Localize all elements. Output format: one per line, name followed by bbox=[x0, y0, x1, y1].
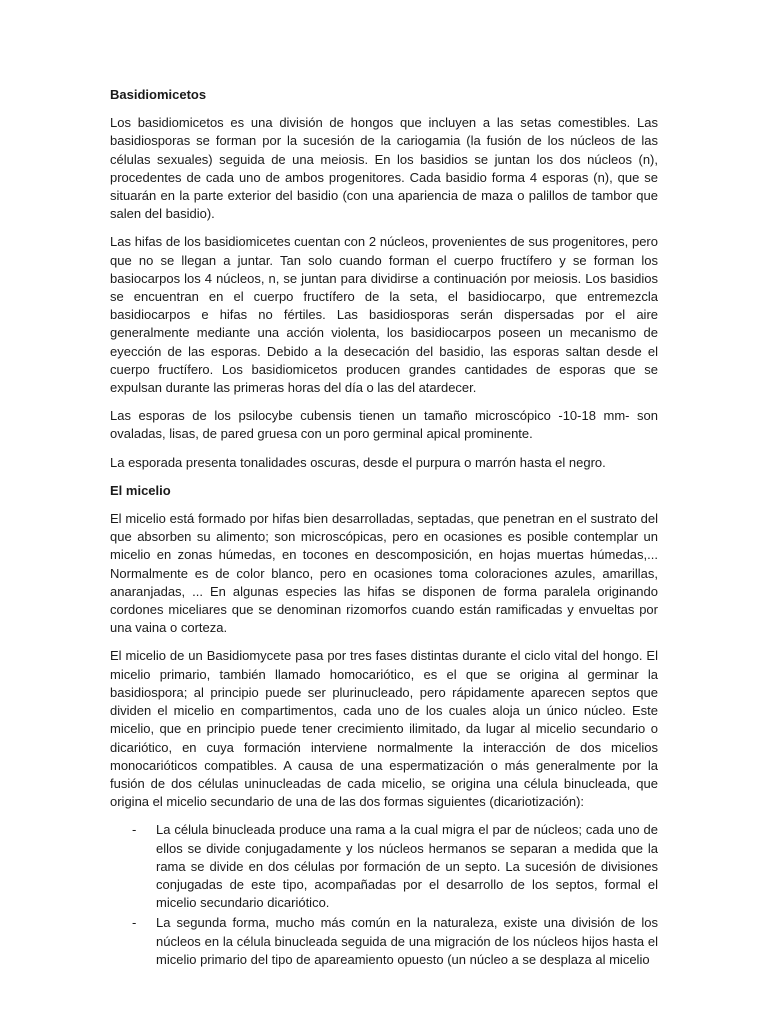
list-item bbox=[110, 821, 658, 912]
section-basidiomicetos bbox=[110, 86, 658, 472]
paragraph: Los basidiomicetos es una división de hongos que incluyen a las setas comestibles. Las basidiosporas se forman por la sucesión de la cariogamia (la fusión de los núcleos de las células sexuales) seguida de una meiosis. En los basidios se juntan los dos núcleos (n), procedentes de cada uno de ambos progenitores. Cada basidio forma 4 esporas (n), que se situarán en la parte exterior del basidio (con una apariencia de maza o palillos de tambor que salen del basidio). bbox=[110, 115, 658, 222]
paragraph: La esporada presenta tonalidades oscuras, desde el purpura o marrón hasta el negro. bbox=[110, 454, 606, 470]
list-item-text: La célula binucleada produce una rama a la cual migra el par de núcleos; cada uno de ellos se divide conjugadamente y los núcleos hermanos se separan a medida que la rama se divide en dos células por formación de un septo. La sucesión de divisiones conjugadas de este tipo, acompañadas por el desarrollo de los septos, formal el micelio secundario dicariótico. bbox=[156, 822, 658, 911]
dash-list bbox=[110, 821, 658, 969]
list-bullet: - bbox=[132, 915, 137, 931]
paragraph: Las hifas de los basidiomicetes cuentan con 2 núcleos, provenientes de sus progenitores, pero que no se llegan a juntar. Tan solo cuando forman el cuerpo fructífero y se forman los basiocarpos los 4 núcleos, n, se juntan para dividirse a continuación por meiosis. Los basidios se encuentran en el cuerpo fructífero de la seta, el basidiocarpo, que entremezcla basidiocarpos e hifas no fértiles. Las basidiosporas serán dispersadas por el aire generalmente mediante una acción violenta, los basidiocarpos poseen un mecanismo de eyección de las esporas. Debido a la desecación del basidio, las esporas saltan desde el cuerpo fructífero. Los basidiomicetos producen grandes cantidades de esporas que se expulsan durante las primeras horas del día o las del atardecer. bbox=[110, 234, 658, 396]
paragraph: El micelio de un Basidiomycete pasa por tres fases distintas durante el ciclo vital del hongo. El micelio primario, también llamado homocariótico, es el que se origina al germinar la basidiospora; al principio puede ser plurinucleado, pero rápidamente aparecen septos que dividen el micelio en compartimentos, cada uno de los cuales aloja un único núcleo. Este micelio, que en principio puede tener crecimiento ilimitado, da lugar al micelio secundario o dicariótico, en cuya formación interviene normalmente la interacción de dos micelios monocarióticos compatibles. A causa de una espermatización o más generalmente por la fusión de dos células uninucleadas de cada micelio, se origina una célula binucleada, que origina el micelio secundario de una de las dos formas siguientes (dicariotización): bbox=[110, 648, 658, 810]
list-item bbox=[110, 914, 658, 969]
section-heading: Basidiomicetos bbox=[110, 87, 207, 102]
paragraph: Las esporas de los psilocybe cubensis tienen un tamaño microscópico -10-18 mm- son ovaladas, lisas, de pared gruesa con un poro germinal apical prominente. bbox=[110, 408, 658, 442]
list-item-text: La segunda forma, mucho más común en la naturaleza, existe una división de los núcleos en la célula binucleada seguida de una migración de los núcleos hijos hasta el micelio primario del tipo de apareamiento opuesto (un núcleo a se desplaza al micelio bbox=[156, 915, 658, 967]
list-bullet: - bbox=[132, 822, 137, 838]
section-micelio bbox=[110, 482, 658, 969]
paragraph: El micelio está formado por hifas bien desarrolladas, septadas, que penetran en el sustrato del que absorben su alimento; son microscópicas, pero en ocasiones es posible contemplar un micelio en zonas húmedas, en tocones en descomposición, en hojas muertas húmedas,... Normalmente es de color blanco, pero en ocasiones toma coloraciones azules, amarillas, anaranjadas, ... En algunas especies las hifas se disponen de forma paralela originando cordones miceliares que se denominan rizomorfos cuando están ramificadas y envueltas por una vaina o corteza. bbox=[110, 511, 658, 636]
document-page bbox=[110, 86, 658, 971]
section-heading: El micelio bbox=[110, 482, 171, 498]
